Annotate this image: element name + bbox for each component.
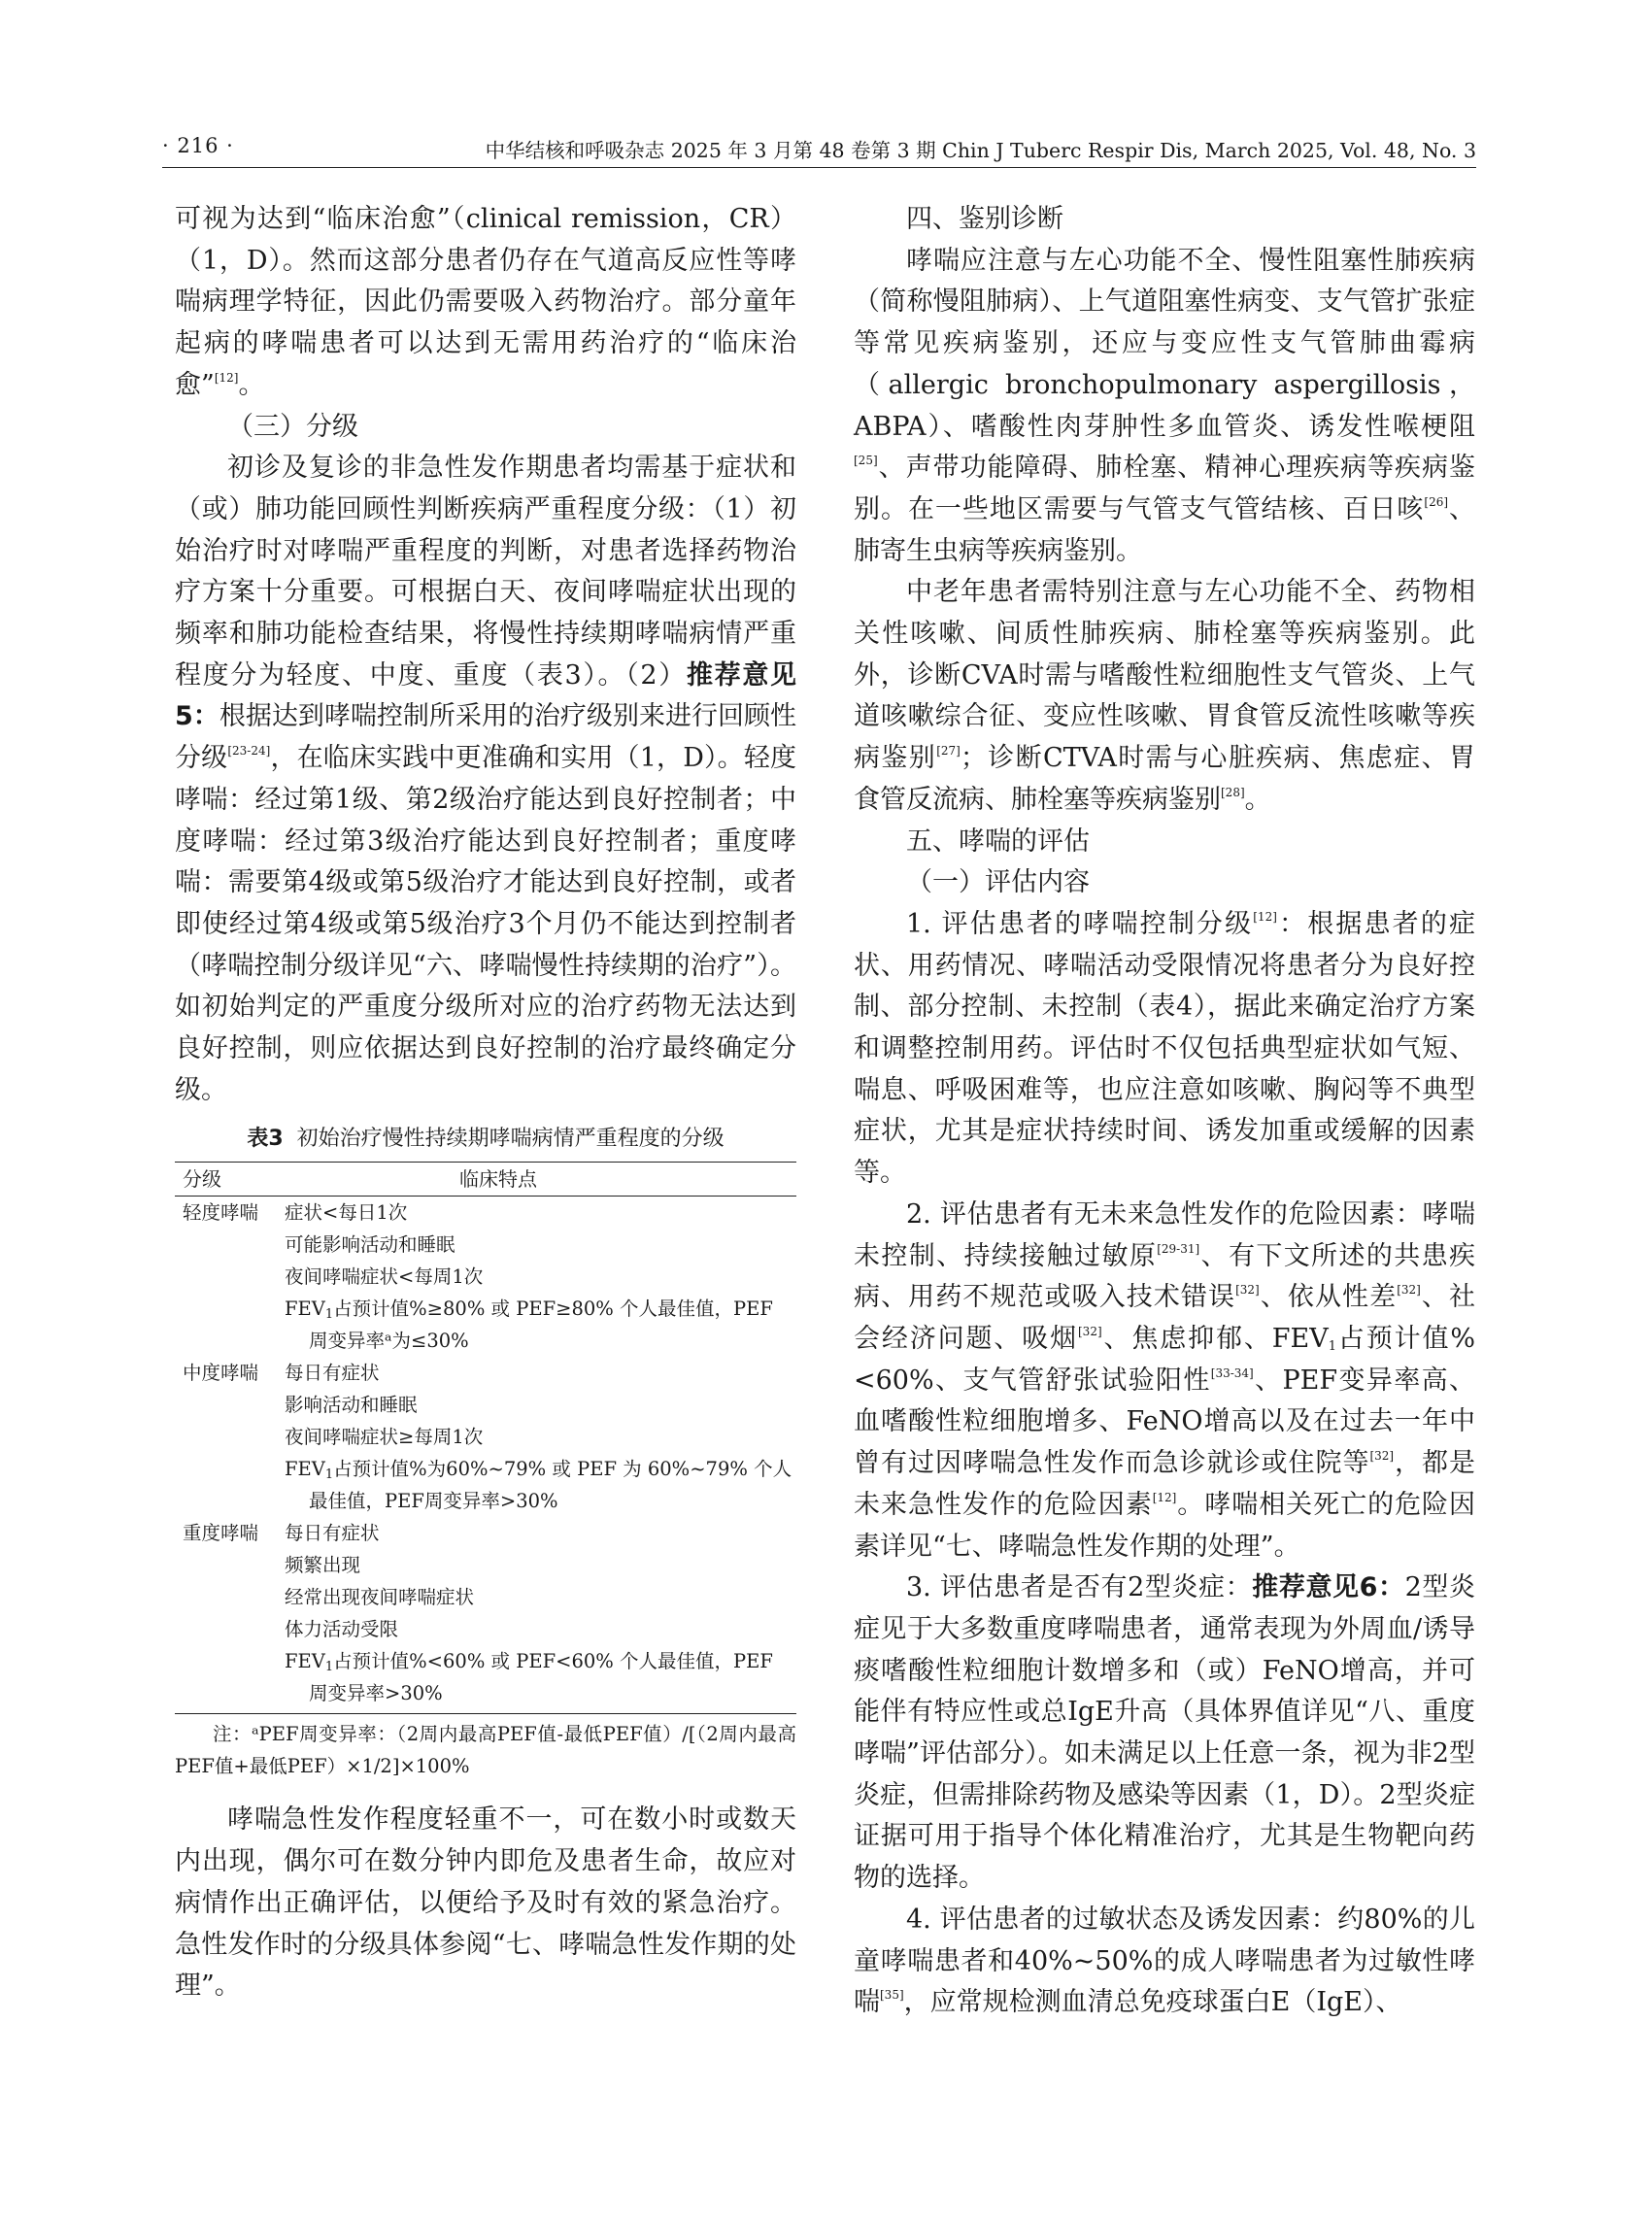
table-row <box>175 1357 796 1517</box>
column-header-features: 临床特点 <box>459 1167 537 1192</box>
grade-cell: 重度哮喘 <box>183 1522 259 1545</box>
subsection-heading-content: （一）评估内容 <box>906 867 1090 898</box>
running-header <box>162 134 1476 168</box>
right-column <box>854 199 1475 2024</box>
citation: [26] <box>1424 494 1449 509</box>
table-label: 表3 <box>247 1127 284 1152</box>
citation: [12] <box>1152 1490 1177 1504</box>
table-note: 注：ᵃPEF周变异率：（2周内最高PEF值-最低PEF值）/[（2周内最高PEF值+最低PEF）×1/2]×100% <box>175 1723 796 1778</box>
citation: [12] <box>214 370 239 385</box>
citation: [27] <box>936 744 961 759</box>
paragraph-type2-inflammation: 3. 评估患者是否有2型炎症：推荐意见6：2型炎症见于大多数重度哮喘患者，通常表现为外周血/诱导痰嗜酸性粒细胞计数增多和（或）FeNO增高，并可能伴有特应性或总IgE升高（具体界值详见“八、重度哮喘”评估部分）。如未满足以上任意一条，视为非2型炎症，但需排除药物及感染等因素（1，D）。2型炎症证据可用于指导个体化精准治疗，尤其是生物靶向药物的选择。 <box>854 1572 1475 1894</box>
paragraph-grading: 初诊及复诊的非急性发作期患者均需基于症状和（或）肺功能回顾性判断疾病严重程度分级：（1）初始治疗时对哮喘严重程度的判断，对患者选择药物治疗方案十分重要。可根据白天、夜间哮喘症状出现的频率和肺功能检查结果，将慢性持续期哮喘病情严重程度分为轻度、中度、重度（表3）。（2）推荐意见5：根据达到哮喘控制所采用的治疗级别来进行回顾性分级[23-24]，在临床实践中更准确和实用（1，D）。轻度哮喘：经过第1级、第2级治疗能达到良好控制者；中度哮喘：经过第3级治疗能达到良好控制者；重度哮喘：需要第4级或第5级治疗才能达到良好控制，或者即使经过第4级或第5级治疗3个月仍不能达到控制者（哮喘控制分级详见“六、哮喘慢性持续期的治疗”）。如初始判定的严重度分级所对应的治疗药物无法达到良好控制，则应依据达到良好控制的治疗最终确定分级。 <box>175 453 797 1105</box>
section-heading-differential: 四、鉴别诊断 <box>906 204 1063 234</box>
citation: [33-34] <box>1210 1365 1254 1380</box>
citation: [35] <box>880 1988 904 2003</box>
table-bottom-rule <box>175 1709 796 1714</box>
paragraph-differential-1: 哮喘应注意与左心功能不全、慢性阻塞性肺疾病（简称慢阻肺病）、上气道阻塞性病变、支气管扩张症等常见疾病鉴别，还应与变应性支气管肺曲霉病（allergic bronchopulmonary aspergillosis，ABPA）、嗜酸性肉芽肿性多血管炎、诱发性喉梗阻[25]、声带功能障碍、肺栓塞、精神心理疾病等疾病鉴别。在一些地区需要与气管支气管结核、百日咳[26]、肺寄生虫病等疾病鉴别。 <box>854 245 1476 566</box>
citation: [32] <box>1369 1449 1395 1464</box>
recommendation-5-label: 推荐意见5： <box>175 659 797 732</box>
table-row <box>175 1517 796 1709</box>
grade-cell: 中度哮喘 <box>183 1362 259 1385</box>
features-cell: 每日有症状 影响活动和睡眠 夜间哮喘症状≥每周1次 $FEV_1$占预计值%为60%~79% 或 PEF 为 60%~79% 个人 最佳值，PEF周变异率>30% <box>285 1362 792 1513</box>
table-row <box>175 1197 796 1357</box>
citation: [23-24] <box>227 744 271 759</box>
paragraph-acute-exacerbation: 哮喘急性发作程度轻重不一，可在数小时或数天内出现，偶尔可在数分钟内即危及患者生命，故应对病情作出正确评估，以便给予及时有效的紧急治疗。急性发作时的分级具体参阅“七、哮喘急性发作期的处理”。 <box>175 1804 796 2002</box>
journal-citation: 中华结核和呼吸杂志 2025 年 3 月第 48 卷第 3 期 Chin J Tuberc Respir Dis, March 2025, Vol. 48, No. 3 <box>485 139 1476 162</box>
citation: [12] <box>1253 909 1277 924</box>
paragraph-clinical-remission: 可视为达到“临床治愈”（clinical remission，CR）（1，D）。然而这部分患者仍存在气道高反应性等哮喘病理学特征，因此仍需要吸入药物治疗。部分童年起病的哮喘患者可以达到无需用药治疗的“临床治愈”[12]。 <box>175 204 796 400</box>
column-header-grade: 分级 <box>183 1167 221 1192</box>
citation: [28] <box>1221 785 1245 799</box>
paragraph-risk-factors: 2. 评估患者有无未来急性发作的危险因素：哮喘未控制、持续接触过敏原[29-31]、有下文所述的共患疾病、用药不规范或吸入技术错误[32]、依从性差[32]、社会经济问题、吸烟[32]、焦虑抑郁、$FEV_1$占预计值%<60%、支气管舒张试验阳性[33-34]、PEF变异率高、血嗜酸性粒细胞增多、FeNO增高以及在过去一年中曾有过因哮喘急性发作而急诊就诊或住院等[32]，都是未来急性发作的危险因素[12]。哮喘相关死亡的危险因素详见“七、哮喘急性发作期的处理”。 <box>854 1198 1476 1562</box>
paragraph-control-level: 1. 评估患者的哮喘控制分级[12]：根据患者的症状、用药情况、哮喘活动受限情况将患者分为良好控制、部分控制、未控制（表4），据此来确定治疗方案和调整控制用药。评估时不仅包括典型症状如气短、喘息、呼吸困难等，也应注意如咳嗽、胸闷等不典型症状，尤其是症状持续时间、诱发加重或缓解的因素等。 <box>854 908 1476 1189</box>
citation: [25] <box>854 454 878 468</box>
section-heading-grading: （三）分级 <box>227 411 358 442</box>
paragraph-allergy-status: 4. 评估患者的过敏状态及诱发因素：约80%的儿童哮喘患者和40%~50%的成人哮喘患者为过敏性哮喘[35]，应常规检测血清总免疫球蛋白E（IgE）、 <box>854 1904 1475 2018</box>
features-cell: 每日有症状 频繁出现 经常出现夜间哮喘症状 体力活动受限 $FEV_1$占预计值%<60% 或 PEF<60% 个人最佳值，PEF 周变异率>30% <box>285 1522 773 1705</box>
paragraph-differential-2: 中老年患者需特别注意与左心功能不全、药物相关性咳嗽、间质性肺疾病、肺栓塞等疾病鉴别。此外，诊断CVA时需与嗜酸性粒细胞性支气管炎、上气道咳嗽综合征、变应性咳嗽、胃食管反流性咳嗽等疾病鉴别[27]；诊断CTVA时需与心脏疾病、焦虑症、胃食管反流病、肺栓塞等疾病鉴别[28]。 <box>854 577 1475 815</box>
table-header-row <box>175 1162 796 1197</box>
citation: [32] <box>1397 1283 1421 1298</box>
recommendation-6-label: 推荐意见6： <box>1252 1572 1405 1603</box>
citation: [29-31] <box>1157 1241 1200 1256</box>
citation: [32] <box>1078 1324 1102 1338</box>
section-heading-assessment: 五、哮喘的评估 <box>906 826 1090 857</box>
left-column <box>175 199 796 2007</box>
table-title: 初始治疗慢性持续期哮喘病情严重程度的分级 <box>296 1127 725 1152</box>
table-3 <box>175 1125 796 1782</box>
table-caption <box>175 1125 796 1154</box>
grade-cell: 轻度哮喘 <box>183 1201 259 1225</box>
page-number: · 216 · <box>162 134 234 157</box>
features-cell: 症状<每日1次 可能影响活动和睡眠 夜间哮喘症状<每周1次 $FEV_1$占预计值%≥80% 或 PEF≥80% 个人最佳值，PEF 周变异率ᵃ为≤30% <box>285 1201 773 1353</box>
citation: [32] <box>1235 1283 1260 1298</box>
